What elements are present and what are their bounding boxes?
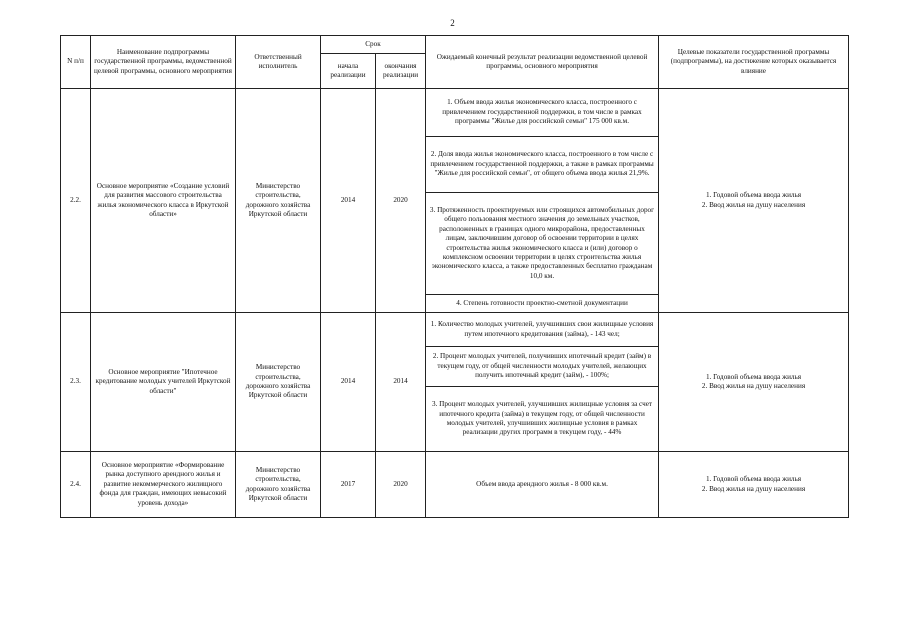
header-end: окончания реализации bbox=[376, 54, 426, 89]
row-result: 2. Доля ввода жилья экономического класса, построенного в том числе с привлечением государственной поддержки, а также в рамках программы "Жилье для российской семьи", от общего объема ввода жилья 21,9%. bbox=[426, 137, 659, 193]
row-indicators bbox=[659, 89, 849, 313]
program-table bbox=[60, 35, 849, 518]
indicator-item: 1. Годовой объема ввода жилья bbox=[705, 475, 802, 484]
row-num: 2.3. bbox=[61, 313, 91, 452]
row-result: 4. Степень готовности проектно-сметной документации bbox=[426, 295, 659, 313]
indicator-item: 1. Годовой объема ввода жилья bbox=[705, 191, 802, 200]
header-result: Ожидаемый конечный результат реализации ведомственной целевой программы, основного мероприятия bbox=[426, 36, 659, 89]
row-responsible: Министерство строительства, дорожного хозяйства Иркутской области bbox=[236, 89, 321, 313]
row-result: Объем ввода арендного жилья - 8 000 кв.м. bbox=[426, 452, 659, 518]
row-result: 3. Протяженность проектируемых или строящихся автомобильных дорог общего пользования местного значения до земельных участков, расположенных в границах одного микрорайона, предоставленных лицам, заключившим договор об освоении территории в целях строительства жилья экономического класса и (или) договор о комплексном освоении территории в целях строительства жилья экономического класса, а также предоставленных бесплатно гражданам 10,0 км. bbox=[426, 193, 659, 295]
row-result: 2. Процент молодых учителей, получивших ипотечный кредит (займ) в текущем году, от общей численности молодых учителей, желающих получить ипотечный кредит (займ), - 100%; bbox=[426, 347, 659, 387]
row-indicators bbox=[659, 313, 849, 452]
row-start: 2014 bbox=[321, 313, 376, 452]
table-row bbox=[61, 313, 849, 347]
row-result: 3. Процент молодых учителей, улучшивших жилищные условия за счет ипотечного кредита (займа) в текущем году, от общей численности молодых учителей, улучшивших жилищные условия в рамках реализации других программ в текущем году, - 44% bbox=[426, 387, 659, 452]
table-row bbox=[61, 89, 849, 137]
row-responsible: Министерство строительства, дорожного хозяйства Иркутской области bbox=[236, 313, 321, 452]
indicator-item: 2. Ввод жилья на душу населения bbox=[701, 382, 806, 390]
header-row bbox=[61, 36, 849, 54]
page-number: 2 bbox=[450, 18, 455, 28]
row-result: 1. Количество молодых учителей, улучшивших свои жилищные условия путем ипотечного кредитования (займа), - 143 чел; bbox=[426, 313, 659, 347]
row-start: 2014 bbox=[321, 89, 376, 313]
row-end: 2020 bbox=[376, 452, 426, 518]
header-num: N п/п bbox=[61, 36, 91, 89]
row-result: 1. Объем ввода жилья экономического класса, построенного с привлечением государственной поддержки, в том числе в рамках программы "Жилье для российской семьи" 175 000 кв.м. bbox=[426, 89, 659, 137]
row-indicators bbox=[659, 452, 849, 518]
header-indicators: Целевые показатели государственной программы (подпрограммы), на достижение которых оказывается влияние bbox=[659, 36, 849, 89]
row-responsible: Министерство строительства, дорожного хозяйства Иркутской области bbox=[236, 452, 321, 518]
header-name: Наименование подпрограммы государственной программы, ведомственной целевой программы, основного мероприятия bbox=[91, 36, 236, 89]
row-num: 2.4. bbox=[61, 452, 91, 518]
row-name: Основное мероприятие «Формирование рынка доступного арендного жилья и развитие некоммерческого жилищного фонда для граждан, имеющих невысокий уровень дохода» bbox=[91, 452, 236, 518]
row-end: 2020 bbox=[376, 89, 426, 313]
row-end: 2014 bbox=[376, 313, 426, 452]
table-row bbox=[61, 452, 849, 518]
indicator-item: 2. Ввод жилья на душу населения bbox=[701, 200, 806, 209]
header-term: Срок bbox=[321, 36, 426, 54]
header-start: начала реализации bbox=[321, 54, 376, 89]
header-responsible: Ответственный исполнитель bbox=[236, 36, 321, 89]
indicator-item: 2. Ввод жилья на душу населения bbox=[701, 484, 806, 493]
row-num: 2.2. bbox=[61, 89, 91, 313]
row-name: Основное мероприятие "Ипотечное кредитование молодых учителей Иркутской области" bbox=[91, 313, 236, 452]
row-start: 2017 bbox=[321, 452, 376, 518]
indicator-item: 1. Годовой объема ввода жилья bbox=[705, 372, 802, 381]
row-name: Основное мероприятие «Создание условий для развития массового строительства жилья экономического класса в Иркутской области» bbox=[91, 89, 236, 313]
